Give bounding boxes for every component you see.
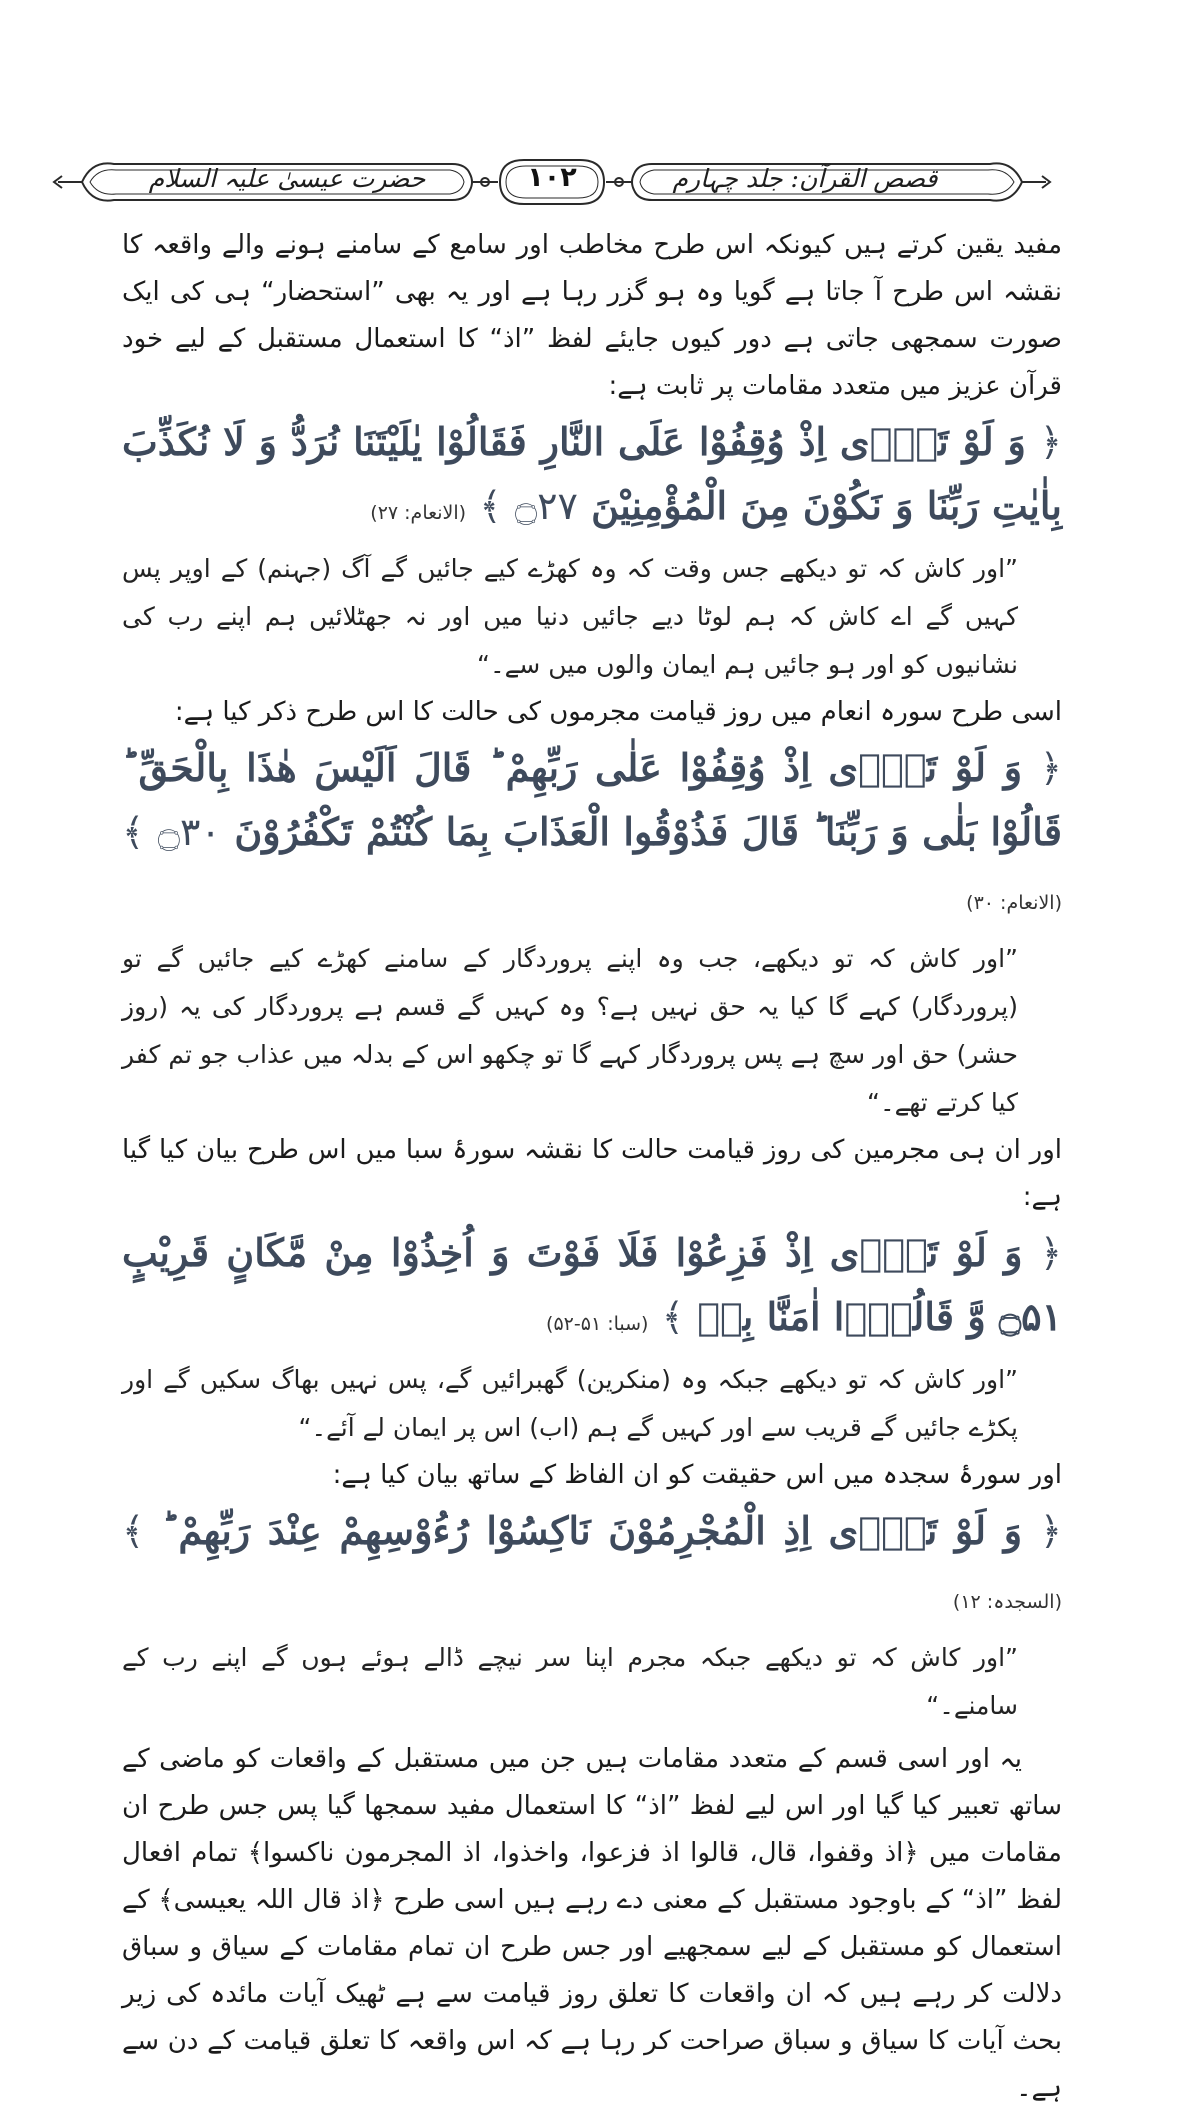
verse-bracket-open: ﴿: [1039, 420, 1062, 464]
verse-4-reference: (السجدہ: ۱۲): [952, 1591, 1062, 1613]
verse-bracket-close: ﴾: [122, 810, 145, 854]
paragraph-intro-4: اور سورۂ سجدہ میں اس حقیقت کو ان الفاظ کے ساتھ بیان کیا ہے:: [332, 1460, 1062, 1490]
verse-1-text: وَ لَوْ تَرٰۤی اِذْ وُقِفُوْا عَلَی النَّارِ فَقَالُوْا یٰلَیْتَنَا نُرَدُّ وَ لَا نُكَذِّبَ بِاٰیٰتِ رَبِّنَا وَ نَكُوْنَ مِنَ الْمُؤْمِنِیْنَ: [122, 419, 1062, 528]
verse-bracket-close: ﴾: [479, 484, 502, 528]
page-header: [52, 150, 1052, 214]
verse-end-mark: ۝۲۷: [514, 484, 578, 528]
verse-2-text: وَ لَوْ تَرٰۤی اِذْ وُقِفُوْا عَلٰی رَبِّهِمْ ؕ قَالَ اَلَیْسَ هٰذَا بِالْحَقِّ ؕ قَالُوْا بَلٰی وَ رَبِّنَا ؕ قَالَ فَذُوْقُوا الْعَذَابَ بِمَا كُنْتُمْ تَكْفُرُوْنَ: [122, 745, 1062, 854]
translation-4: ”اور کاش کہ تو دیکھے جبکہ مجرم اپنا سر نیچے ڈالے ہوئے ہوں گے اپنے رب کے سامنے۔“: [122, 1643, 1018, 1720]
translation-1: ”اور کاش کہ تو دیکھے جس وقت کہ وہ کھڑے کیے جائیں گے آگ (جہنم) کے اوپر پس کہیں گے اے کاش کہ ہم لوٹا دیے جائیں دنیا میں اور نہ جھٹلائیں ہم اپنے رب کی نشانیوں کو اور ہو جائیں ہم ایمان والوں میں سے۔“: [122, 554, 1018, 679]
verse-bracket-close: ﴾: [122, 1509, 145, 1553]
header-book-title: قصص القرآن: جلد چہارم: [672, 164, 938, 193]
quran-verse-2: [122, 736, 1062, 935]
verse-3-text: وَ لَوْ تَرٰۤی اِذْ فَزِعُوْا فَلَا فَوْتَ وَ اُخِذُوْا مِنْ مَّكَانٍ قَرِیْبٍ ۝۵۱ وَّ قَالُوْۤا اٰمَنَّا بِهٖ: [122, 1230, 1062, 1339]
verse-4-text: وَ لَوْ تَرٰۤی اِذِ الْمُجْرِمُوْنَ نَاكِسُوْا رُءُوْسِهِمْ عِنْدَ رَبِّهِمْ ؕ: [161, 1508, 1023, 1553]
page-number: ۱۰۲: [527, 162, 577, 193]
translation-2: ”اور کاش کہ تو دیکھے، جب وہ اپنے پروردگار کے سامنے کھڑے کیے جائیں گے تو (پروردگار) کہے گا کیا یہ حق نہیں ہے؟ وہ کہیں گے قسم ہے پروردگار کی یہ (روز حشر) حق اور سچ ہے پس پروردگار کہے گا تو چکھو اس کے بدلہ میں عذاب جو تم کفر کیا کرتے تھے۔“: [122, 944, 1018, 1117]
header-chapter-title: حضرت عیسیٰ علیہ السلام: [148, 164, 426, 193]
page-body: [122, 222, 1062, 2112]
paragraph-intro-3: اور ان ہی مجرمین کی روز قیامت حالت کا نقشہ سورۂ سبا میں اس طرح بیان کیا گیا ہے:: [122, 1135, 1062, 1212]
quran-verse-3: [122, 1221, 1062, 1356]
paragraph-conclusion: یہ اور اسی قسم کے متعدد مقامات ہیں جن میں مستقبل کے واقعات کو ماضی کے ساتھ تعبیر کیا گیا اور اس لیے لفظ ”اذ“ کا استعمال مفید سمجھا گیا پس جس طرح ان مقامات میں ﴿اذ وقفوا، قال، قالوا اذ فزعوا، واخذوا، اذ المجرمون ناکسوا﴾ تمام افعال لفظ ”اذ“ کے باوجود مستقبل کے معنی دے رہے ہیں اسی طرح ﴿اذ قال اللہ یعیسی﴾ کے استعمال کو مستقبل کے لیے سمجھیے اور جس طرح ان تمام مقامات کے سیاق و سباق دلالت کر رہے ہیں کہ ان واقعات کا تعلق روز قیامت سے ہے ٹھیک آیات مائدہ کی زیر بحث آیات کا سیاق و سباق صراحت کر رہا ہے کہ اس واقعہ کا تعلق قیامت کے دن سے ہے۔: [122, 1744, 1062, 2103]
verse-bracket-open: ﴿: [1039, 1509, 1062, 1553]
quran-verse-4: [122, 1499, 1062, 1634]
quran-verse-1: [122, 410, 1062, 545]
verse-2-reference: (الانعام: ۳۰): [966, 892, 1062, 914]
verse-end-mark: ۝۳۰: [157, 810, 221, 854]
verse-3-reference: (سبا: ۵۱-۵۲): [546, 1313, 649, 1335]
verse-bracket-open: ﴿: [1039, 746, 1062, 790]
translation-3: ”اور کاش کہ تو دیکھے جبکہ وہ (منکرین) گھبرائیں گے، پس نہیں بھاگ سکیں گے اور پکڑے جائیں گے قریب سے اور کہیں گے ہم (اب) اس پر ایمان لے آئے۔“: [122, 1365, 1018, 1442]
verse-bracket-close: ﴾: [661, 1295, 684, 1339]
verse-1-reference: (الانعام: ۲۷): [370, 502, 467, 524]
verse-bracket-open: ﴿: [1039, 1231, 1062, 1275]
paragraph-intro: مفید یقین کرتے ہیں کیونکہ اس طرح مخاطب اور سامع کے سامنے ہونے والے واقعہ کا نقشہ اس طرح آ جاتا ہے گویا وہ ہو گزر رہا ہے اور یہ بھی ”استحضار“ ہی کی ایک صورت سمجھی جاتی ہے دور کیوں جایئے لفظ ”اذ“ کا استعمال مستقبل کے لیے خود قرآن عزیز میں متعدد مقامات پر ثابت ہے:: [122, 230, 1062, 401]
paragraph-intro-2: اسی طرح سورہ انعام میں روز قیامت مجرموں کی حالت کا اس طرح ذکر کیا ہے:: [174, 697, 1062, 727]
